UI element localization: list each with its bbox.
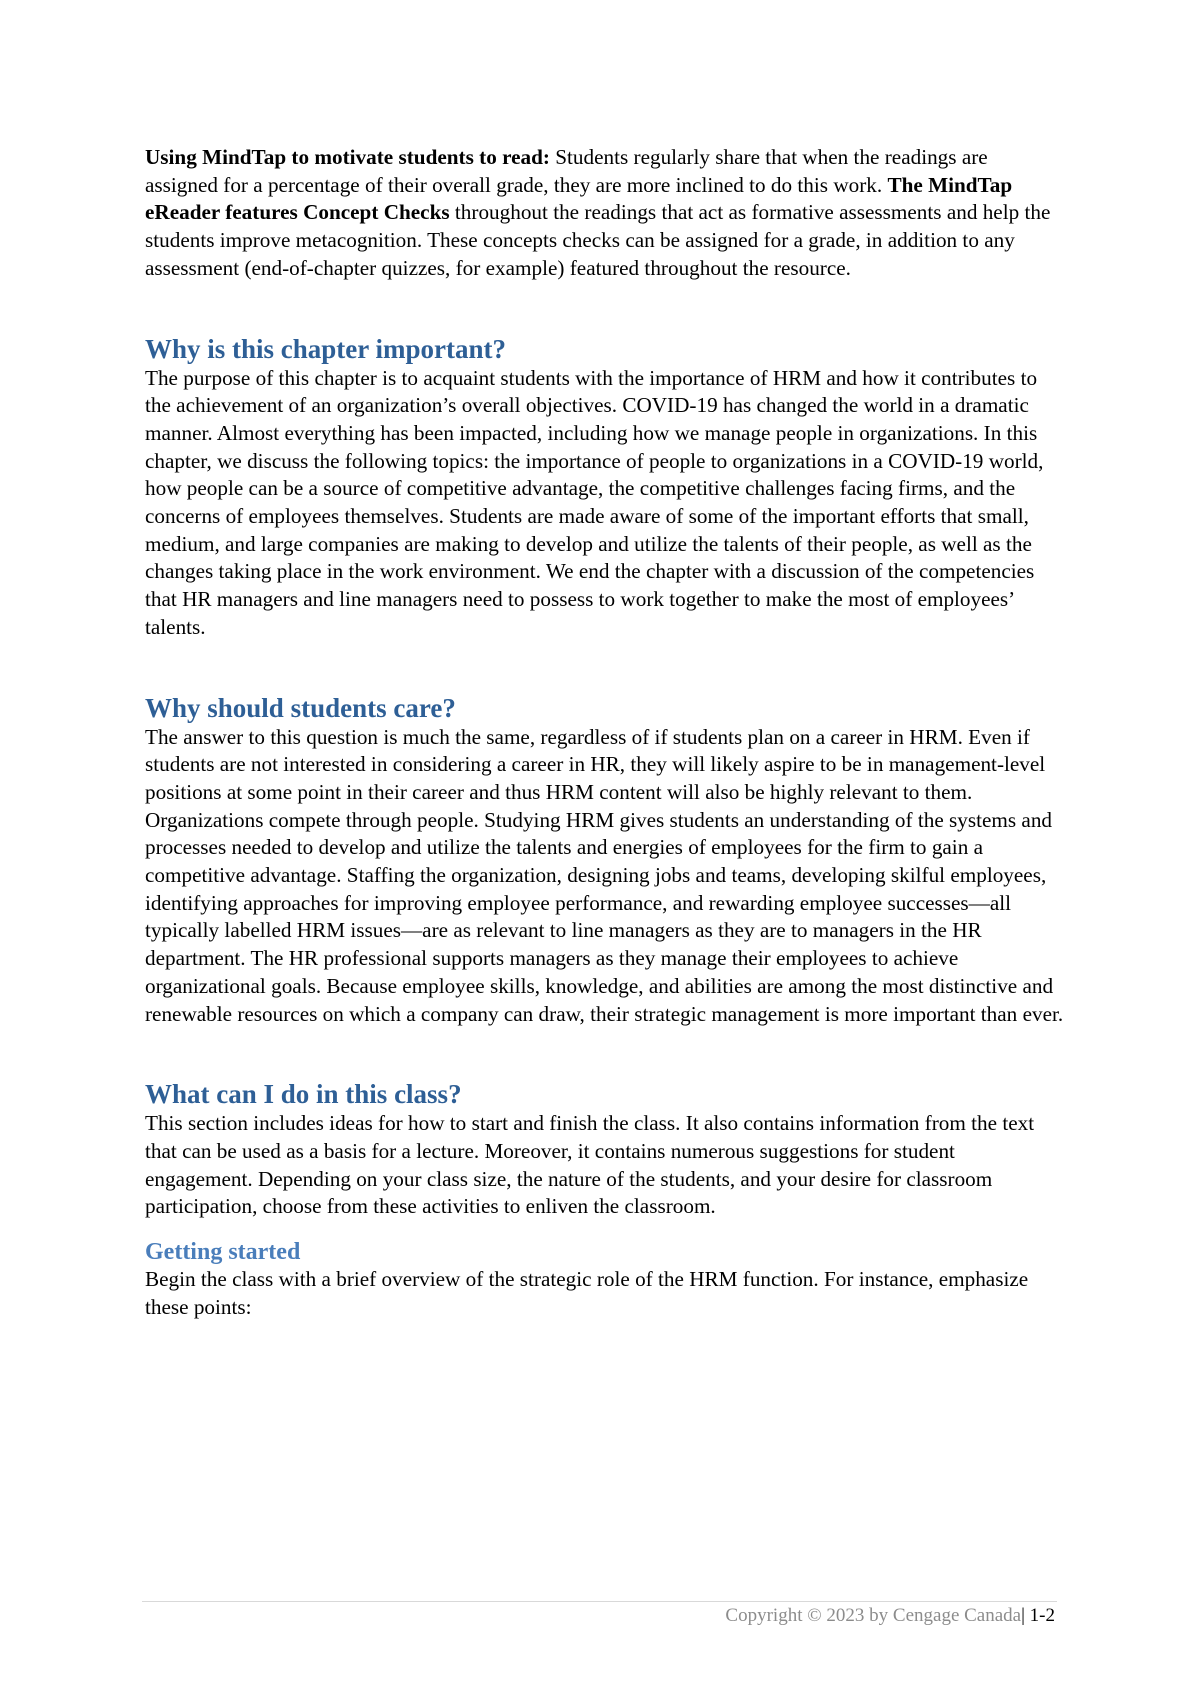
page-footer bbox=[725, 1604, 1055, 1628]
section-body-importance: The purpose of this chapter is to acquaint students with the importance of HRM and how it contributes to the achievement of an organization’s overall objectives. COVID-19 has changed the world in a dramatic manner. Almost everything has been impacted, including how we manage people in organizations. In this chapter, we discuss the following topics: the importance of people to organizations in a COVID-19 world, how people can be a source of competitive advantage, the competitive challenges facing firms, and the concerns of employees themselves. Students are made aware of some of the important efforts that small, medium, and large companies are making to develop and utilize the talents of their people, as well as the changes taking place in the work environment. We end the chapter with a discussion of the competencies that HR managers and line managers need to possess to work together to make the most of employees’ talents. bbox=[145, 365, 1044, 639]
intro-text-2: throughout the readings that act as formative assessments and help the students improve metacognition. These concepts checks can be assigned for a grade, in addition to any assessment (end-of-chapter quizzes, for example) featured throughout the resource. bbox=[145, 200, 1051, 280]
footer-separator: | bbox=[1021, 1605, 1025, 1626]
intro-bold-lead: Using MindTap to motivate students to read: bbox=[145, 145, 550, 169]
intro-text-1: Students regularly share that when the readings are assigned for a percentage of their overall grade, they are more inclined to do this work. bbox=[145, 145, 988, 197]
page-content bbox=[145, 144, 1065, 1322]
intro-paragraph bbox=[145, 144, 1065, 283]
footer-divider bbox=[142, 1601, 1057, 1602]
footer-page-number: 1-2 bbox=[1029, 1605, 1055, 1626]
section-body-class: This section includes ideas for how to start and finish the class. It also contains information from the text that can be used as a basis for a lecture. Moreover, it contains numerous suggestions for student engagement. Depending on your class size, the nature of the students, and your desire for classroom participation, choose from these activities to enliven the classroom. bbox=[145, 1111, 1035, 1219]
section-heading-care: Why should students care? bbox=[145, 692, 456, 723]
subsection-body-getting-started: Begin the class with a brief overview of the strategic role of the HRM function. For instance, emphasize these points: bbox=[145, 1267, 1029, 1319]
subsection-heading-getting-started: Getting started bbox=[145, 1239, 301, 1266]
section-heading-class: What can I do in this class? bbox=[145, 1079, 462, 1110]
section-body-care: The answer to this question is much the same, regardless of if students plan on a career in HRM. Even if students are not interested in considering a career in HR, they will likely aspire to be in management-level positions at some point in their career and thus HRM content will also be highly relevant to them. Organizations compete through people. Studying HRM gives students an understanding of the systems and processes needed to develop and utilize the talents and energies of employees for the firm to gain a competitive advantage. Staffing the organization, designing jobs and teams, developing skilful employees, identifying approaches for improving employee performance, and rewarding employee successes—all typically labelled HRM issues—are as relevant to line managers as they are to managers in the HR department. The HR professional supports managers as they manage their employees to achieve organizational goals. Because employee skills, knowledge, and abilities are among the most distinctive and renewable resources on which a company can draw, their strategic management is more important than ever. bbox=[145, 724, 1064, 1026]
section-heading-importance: Why is this chapter important? bbox=[145, 333, 507, 364]
intro-bold-mid: The MindTap eReader features Concept Checks bbox=[145, 172, 1013, 225]
footer-copyright: Copyright © 2023 by Cengage Canada bbox=[725, 1605, 1022, 1626]
